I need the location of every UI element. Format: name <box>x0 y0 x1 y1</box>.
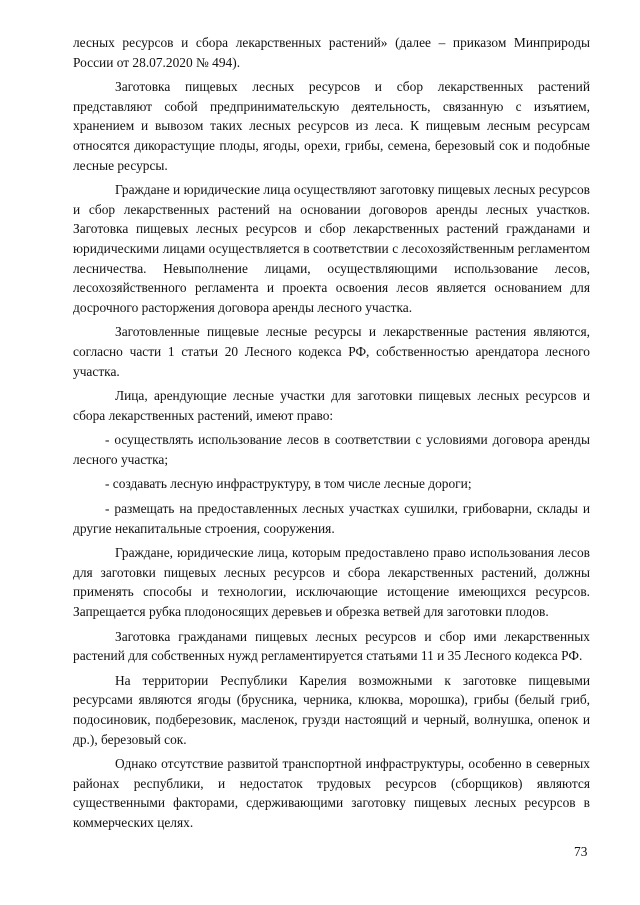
paragraph-karelia-resources: На территории Республики Карелия возможными к заготовке пищевыми ресурсами являются ягоды (брусника, черника, клюква, морошка), грибы (белый гриб, подосиновик, подберезовик, масленок, грузди настоящий и черный, волнушка, опенок и др.), березовый сок. <box>73 672 590 747</box>
paragraph-lease-basis: Граждане и юридические лица осуществляют заготовку пищевых лесных ресурсов и сбор лекарственных растений на основании договоров аренды лесных участков. Заготовка пищевых лесных ресурсов и сбор лекарственных растений гражданами и юридическими лицами осуществляется в соответствии с лесохозяйственным регламентом лесничества. Невыполнение лицами, осуществляющими использование лесов, лесохозяйственного регламента и проекта освоения лесов является основанием для досрочного расторжения договора аренды лесного участка. <box>73 182 590 315</box>
paragraph-food-resources-definition: Заготовка пищевых лесных ресурсов и сбор лекарственных растений представляют собой предпринимательскую деятельность, связанную с изъятием, хранением и вывозом таких лесных ресурсов из леса. К пищевым лесным ресурсам относятся дикорастущие плоды, ягоды, орехи, грибы, семена, березовый сок и подобные лесные ресурсы. <box>73 79 590 173</box>
list-item-use-forests: - осуществлять использование лесов в соответствии с условиями договора аренды лесного участка; <box>73 432 590 467</box>
page-number: 73 <box>574 844 588 859</box>
paragraph-lessee-rights-intro: Лица, арендующие лесные участки для заготовки пищевых лесных ресурсов и сбора лекарственных растений, имеют право: <box>73 388 590 423</box>
list-item-structures: - размещать на предоставленных лесных участках сушилки, грибоварни, склады и другие некапитальные строения, сооружения. <box>73 501 590 536</box>
paragraph-personal-needs: Заготовка гражданами пищевых лесных ресурсов и сбор ими лекарственных растений для собственных нужд регламентируется статьями 11 и 35 Лесного кодекса РФ. <box>73 628 590 664</box>
paragraph-constraints: Однако отсутствие развитой транспортной инфраструктуры, особенно в северных районах республики, и недостаток трудовых ресурсов (сборщиков) являются существенными факторами, сдерживающими заготовку пищевых лесных ресурсов в коммерческих целях. <box>73 756 590 830</box>
paragraph-harvest-methods: Граждане, юридические лица, которым предоставлено право использования лесов для заготовки пищевых лесных ресурсов и сбора лекарственных растений, должны применять способы и технологии, исключающие истощение имеющихся ресурсов. Запрещается рубка плодоносящих деревьев и обрезка ветвей для заготовки плодов. <box>73 545 590 620</box>
document-body <box>73 33 590 838</box>
paragraph-ownership: Заготовленные пищевые лесные ресурсы и лекарственные растения являются, согласно части 1 статьи 20 Лесного кодекса РФ, собственностью арендатора лесного участка. <box>73 324 590 379</box>
paragraph-order-reference: лесных ресурсов и сбора лекарственных растений» (далее – приказом Минприроды России от 28.07.2020 № 494). <box>73 35 590 70</box>
list-item-infrastructure: - создавать лесную инфраструктуру, в том числе лесные дороги; <box>105 476 472 492</box>
